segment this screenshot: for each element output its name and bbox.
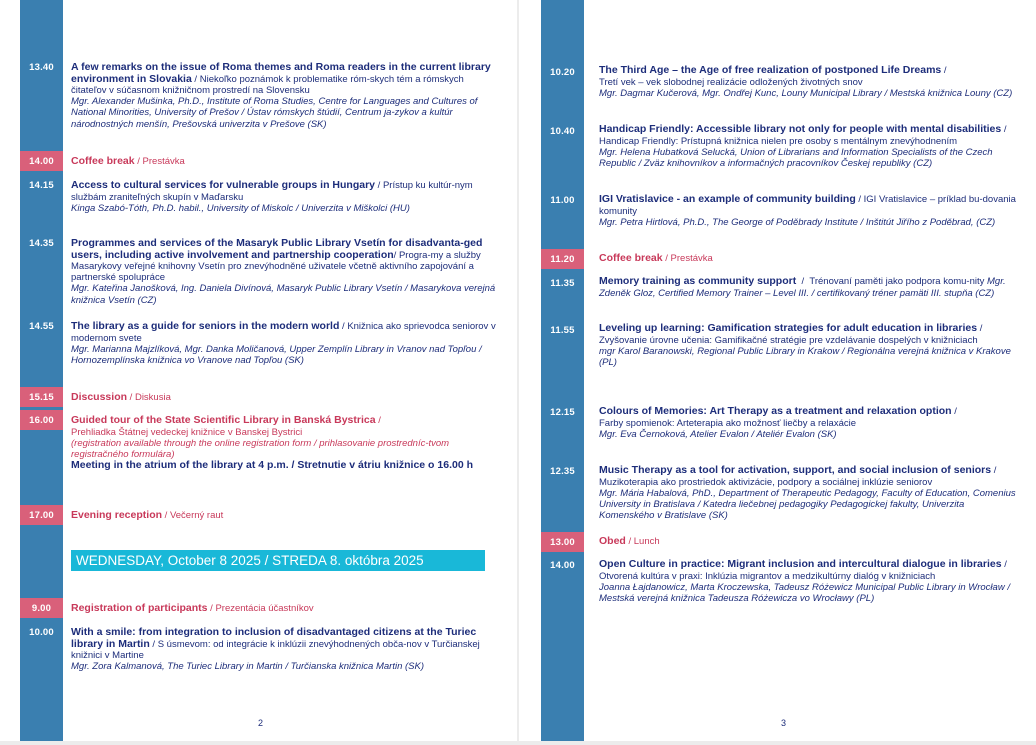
time-slot: 10.00 bbox=[29, 626, 54, 638]
program-entry: The library as a guide for seniors in the modern world / Knižnica ako sprievodca seniorov v modernom svete Mgr. Marianna Majzlíková, Mgr. Danka Moličanová, Upper Zemplín Library in Vranov nad Topľou / Hornozemplínska knižnica vo Vranove nad Topľou (SK) bbox=[71, 320, 496, 366]
program-entry: Handicap Friendly: Accessible library not only for people with mental disabilities / Handicap Friendly: Prístupná knižnica nielen pre osoby s mentálnym znevýhodnením Mgr. Helena Hubatková Selucká, Union of Librarians and Information Specialists of the Czech Republic / Zväz knihovníkov a informačných pracovníkov Českej republiky (CZ) bbox=[599, 123, 1007, 169]
entry-translation: Večerný raut bbox=[169, 510, 224, 521]
entry-speakers: Joanna Łajdanowicz, Marta Kroczewska, Tadeusz Różewicz Municipal Public Library in Wrocław / Mestská verejná knižnica Tadeusza Różewicza vo Wrocławy (PL) bbox=[599, 581, 1010, 604]
entry-translation: Prestávka bbox=[142, 156, 185, 167]
entry-title: Handicap Friendly: Accessible library not only for people with mental disabilities bbox=[599, 123, 1002, 135]
entry-title: Memory training as community support bbox=[599, 275, 797, 287]
time-slot: 10.20 bbox=[550, 66, 575, 78]
registration-note: (registration available through the online registration form / prihlasovanie prostredníc-tvom registračného formulára) bbox=[71, 437, 450, 460]
time-slot-break: 13.00 bbox=[541, 532, 584, 552]
entry-speakers: Mgr. Mária Habalová, PhD., Department of Therapeutic Pedagogy, Faculty of Education, Comenius University in Bratislava / Katedra liečebnej pedagogiky Pedagogickej fakulty, Univerzita Komenského v Bratislave (SK) bbox=[599, 487, 1016, 522]
time-slot: 14.35 bbox=[29, 237, 54, 249]
entry-title: IGI Vratislavice - an example of community building bbox=[599, 193, 856, 205]
entry-title: The Third Age – the Age of free realization of postponed Life Dreams bbox=[599, 64, 942, 76]
time-slot: 12.35 bbox=[550, 465, 575, 477]
time-slot: 11.35 bbox=[550, 277, 575, 289]
entry-title: Obed bbox=[599, 535, 626, 547]
entry-title: Coffee break bbox=[71, 155, 135, 167]
program-entry: IGI Vratislavice - an example of community building / IGI Vratislavice – príklad bu-dovania komunity Mgr. Petra Hirtlová, Ph.D., The George of Poděbrady Institute / Inštitút Jiřího z Poděbrad, (CZ) bbox=[599, 193, 1016, 228]
entry-translation: Lunch bbox=[633, 536, 660, 547]
time-slot: 14.00 bbox=[550, 559, 575, 571]
time-slot-break: 11.20 bbox=[541, 249, 584, 269]
page-left bbox=[0, 0, 517, 741]
time-slot: 11.55 bbox=[550, 324, 575, 336]
program-entry: With a smile: from integration to inclusion of disadvantaged citizens at the Turiec library in Martin / S úsmevom: od integrácie k inklúzii znevýhodnených obča-nov v Turčianskej knižnici v Martine Mgr. Zora Kalmanová, The Turiec Library in Martin / Turčianska knižnica Martin (SK) bbox=[71, 626, 480, 673]
entry-translation: Prístup ku kultúr-nym službám zraniteľných skupín v Maďarsku bbox=[71, 180, 473, 203]
entry-title: Guided tour of the State Scientific Library in Banská Bystrica bbox=[71, 414, 376, 426]
time-column bbox=[20, 0, 63, 741]
entry-title: Open Culture in practice: Migrant inclusion and intercultural dialogue in libraries bbox=[599, 558, 1002, 570]
program-entry: Colours of Memories: Art Therapy as a treatment and relaxation option / Farby spomienok: Arteterapia ako možnosť liečby a relaxácie Mgr. Eva Černoková, Atelier Evalon / Ateliér Evalon (SK) bbox=[599, 405, 957, 440]
time-slot: 11.00 bbox=[550, 194, 575, 206]
entry-title: Colours of Memories: Art Therapy as a treatment and relaxation option bbox=[599, 405, 952, 417]
entry-translation: Tretí vek – vek slobodnej realizácie odložených životných snov bbox=[599, 76, 863, 88]
entry-translation: Niekoľko poznámok k problematike róm-skych tém a rómskych čitateľov v súčasnom knižničnom prostredí na Slovensku bbox=[71, 73, 464, 96]
entry-translation: Diskusia bbox=[134, 392, 171, 403]
entry-translation: Knižnica ako sprievodca seniorov v modernom svete bbox=[71, 321, 496, 344]
day-banner: WEDNESDAY, October 8 2025 / STREDA 8. októbra 2025 bbox=[71, 550, 485, 571]
page-number: 3 bbox=[781, 718, 787, 728]
entry-title: The library as a guide for seniors in the modern world bbox=[71, 320, 340, 332]
entry-speakers: Mgr. Alexander Mušinka, Ph.D., Institute of Roma Studies, Centre for Languages and Cultures of National Minorities, University of Prešov / Ústav rómskych štúdií, Centrum ja-zykov a kultúr národnostných menšín, Prešovská univerzita v Prešove (SK) bbox=[71, 96, 478, 130]
entry-speakers: Mgr. Kateřina Janošková, Ing. Daniela Divínová, Masaryk Public Library Vsetín / Masarykova verejná knižnica Vsetín (CZ) bbox=[71, 283, 496, 306]
program-entry: Access to cultural services for vulnerable groups in Hungary / Prístup ku kultúr-nym službám zraniteľných skupín v Maďarsku Kinga Szabó-Tóth, Ph.D. habil., University of Miskolc / Univerzita v Miškolci (HU) bbox=[71, 179, 473, 214]
entry-speakers: Mgr. Helena Hubatková Selucká, Union of Librarians and Information Specialists of the Czech Republic / Zväz knihovníkov a informačných pracovníkov Českej republiky (CZ) bbox=[599, 146, 993, 169]
time-slot-break: 15.15 bbox=[20, 387, 63, 407]
program-entry-tour: Guided tour of the State Scientific Library in Banská Bystrica / Prehliadka Štátnej vedeckej knižnice v Banskej Bystrici (registration available through the online registration form / prihlasovanie prostredníc-tvom registračného formulára) Meeting in the atrium of the library at 4 p.m. / Stretnutie v átriu knižnice o 16.00 h bbox=[71, 414, 473, 472]
entry-speakers: Mgr. Petra Hirtlová, Ph.D., The George of Poděbrady Institute / Inštitút Jiřího z Poděbrad, (CZ) bbox=[599, 216, 996, 228]
page-right bbox=[519, 0, 1036, 741]
entry-translation: Prezentácia účastníkov bbox=[215, 603, 314, 614]
entry-translation: Prestávka bbox=[670, 253, 713, 264]
entry-speakers: Mgr. Dagmar Kučerová, Mgr. Ondřej Kunc, Louny Municipal Library / Mestská knižnica Louny (CZ) bbox=[599, 87, 1013, 99]
program-entry: Leveling up learning: Gamification strategies for adult education in libraries / Zvyšovanie úrovne učenia: Gamifikačné stratégie pre vzdelávanie dospelých v knižniciach mgr Karol Baranowski, Regional Public Library in Krakow / Regionálna verejná knižnica v Krakove (PL) bbox=[599, 322, 1011, 368]
entry-title: Programmes and services of the Masaryk Public Library Vsetín for disadvanta-ged users, including active involvement and partnership cooperation bbox=[71, 237, 483, 261]
program-entry: Memory training as community support / Trénovaní paměti jako podpora komu-nity Mgr. Zdeněk Gloz, Certified Memory Trainer – Level III. / certifikovaný tréner pamäti III. stupňa (CZ) bbox=[599, 275, 1006, 299]
entry-translation: Muzikoterapia ako prostriedok aktivizácie, podpory a sociálnej inklúzie seniorov bbox=[599, 476, 933, 488]
entry-title: A few remarks on the issue of Roma themes and Roma readers in the current library environment in Slovakia bbox=[71, 61, 491, 85]
page-number: 2 bbox=[258, 718, 264, 728]
time-column bbox=[541, 0, 584, 741]
time-slot: 14.55 bbox=[29, 320, 54, 332]
entry-translation: Prehliadka Štátnej vedeckej knižnice v Banskej Bystrici bbox=[71, 426, 303, 438]
meeting-note: Meeting in the atrium of the library at 4 p.m. / Stretnutie v átriu knižnice o 16.00 h bbox=[71, 459, 473, 472]
entry-title: Registration of participants bbox=[71, 602, 208, 614]
program-entry: Music Therapy as a tool for activation, support, and social inclusion of seniors / Muzikoterapia ako prostriedok aktivizácie, podpory a sociálnej inklúzie seniorov Mgr. Mária Habalová, PhD., Department of Therapeutic Pedagogy, Faculty of Education, Comenius University in Bratislava / Katedra liečebnej pedagogiky Pedagogickej fakulty, Univerzita Komenského v Bratislave (SK) bbox=[599, 464, 1016, 522]
entry-title: With a smile: from integration to inclusion of disadvantaged citizens at the Turiec library in Martin bbox=[71, 626, 477, 650]
program-entry: Programmes and services of the Masaryk Public Library Vsetín for disadvanta-ged users, including active involvement and partnership cooperation/ Progra-my a služby Masarykovy veřejné knihovny Vsetín pro znevýhodněné uživatele včetně aktivního zapojování a partnerské spolupráce Mgr. Kateřina Janošková, Ing. Daniela Divínová, Masaryk Public Library Vsetín / Masarykova verejná knižnica Vsetín (CZ) bbox=[71, 237, 496, 306]
time-slot: 13.40 bbox=[29, 61, 54, 73]
entry-translation: Handicap Friendly: Prístupná knižnica nielen pre osoby s mentálnym znevýhodnením bbox=[599, 135, 958, 147]
entry-translation: Zvyšovanie úrovne učenia: Gamifikačné stratégie pre vzdelávanie dospelých v knižniciach bbox=[599, 334, 978, 346]
program-entry: A few remarks on the issue of Roma themes and Roma readers in the current library environment in Slovakia / Niekoľko poznámok k problematike róm-skych tém a rómskych čitateľov v súčasnom knižničnom prostredí na Slovensku Mgr. Alexander Mušinka, Ph.D., Institute of Roma Studies, Centre for Languages and Cultures of National Minorities, University of Prešov / Ústav rómskych štúdií, Centrum ja-zykov a kultúr národnostných menšín, Prešovská univerzita v Prešove (SK) bbox=[71, 61, 491, 130]
entry-translation: S úsmevom: od integrácie k inklúzii znevýhodnených obča-nov v Turčianskej knižnici v Martine bbox=[71, 638, 480, 661]
time-slot-break: 14.00 bbox=[20, 151, 63, 171]
program-entry-break: Obed / Lunch bbox=[599, 535, 660, 547]
program-entry-break: Evening reception / Večerný raut bbox=[71, 509, 224, 521]
entry-speakers: Mgr. Marianna Majzlíková, Mgr. Danka Moličanová, Upper Zemplín Library in Vranov nad Topľou / Hornozemplínska knižnica vo Vranove nad Topľou (SK) bbox=[71, 343, 482, 366]
entry-speakers: mgr Karol Baranowski, Regional Public Library in Krakow / Regionálna verejná knižnica v Krakove (PL) bbox=[599, 345, 1011, 368]
program-entry-break: Coffee break / Prestávka bbox=[599, 252, 713, 264]
time-slot: 14.15 bbox=[29, 179, 54, 191]
time-slot-break: 16.00 bbox=[20, 410, 63, 430]
time-slot-break: 17.00 bbox=[20, 505, 63, 525]
entry-translation: Trénovaní paměti jako podpora komu-nity bbox=[809, 276, 985, 287]
entry-title: Discussion bbox=[71, 391, 128, 403]
entry-translation: IGI Vratislavice – príklad bu-dovania komunity bbox=[599, 194, 1016, 217]
entry-translation: Progra-my a služby Masarykovy veřejné knihovny Vsetín pro znevýhodněné uživatele včetně aktivního zapojování a partnerské spolupráce bbox=[71, 249, 481, 284]
time-slot-break: 9.00 bbox=[20, 598, 63, 618]
entry-speakers: Mgr. Zora Kalmanová, The Turiec Library in Martin / Turčianska knižnica Martin (SK) bbox=[71, 661, 425, 673]
entry-title: Evening reception bbox=[71, 509, 163, 521]
entry-title: Coffee break bbox=[599, 252, 663, 264]
entry-translation: Farby spomienok: Arteterapia ako možnosť liečby a relaxácie bbox=[599, 417, 857, 429]
entry-title: Leveling up learning: Gamification strategies for adult education in libraries bbox=[599, 322, 978, 334]
program-entry: Open Culture in practice: Migrant inclusion and intercultural dialogue in libraries / Otvorená kultúra v praxi: Inklúzia migrantov a medzikultúrny dialóg v knižniciach Joanna Łajdanowicz, Marta Kroczewska, Tadeusz Różewicz Municipal Public Library in Wrocław / Mestská verejná knižnica Tadeusza Różewicza vo Wrocławy (PL) bbox=[599, 558, 1010, 604]
program-entry: The Third Age – the Age of free realization of postponed Life Dreams / Tretí vek – vek slobodnej realizácie odložených životných snov Mgr. Dagmar Kučerová, Mgr. Ondřej Kunc, Louny Municipal Library / Mestská knižnica Louny (CZ) bbox=[599, 64, 1013, 99]
entry-title: Access to cultural services for vulnerable groups in Hungary bbox=[71, 179, 376, 191]
entry-speakers: Kinga Szabó-Tóth, Ph.D. habil., University of Miskolc / Univerzita v Miškolci (HU) bbox=[71, 202, 410, 214]
time-slot: 12.15 bbox=[550, 406, 575, 418]
program-entry-break: Registration of participants / Prezentácia účastníkov bbox=[71, 602, 314, 614]
entry-speakers: Mgr. Eva Černoková, Atelier Evalon / Ateliér Evalon (SK) bbox=[599, 428, 837, 440]
program-entry-break: Coffee break / Prestávka bbox=[71, 155, 185, 167]
program-entry-break: Discussion / Diskusia bbox=[71, 391, 171, 403]
entry-title: Music Therapy as a tool for activation, support, and social inclusion of seniors bbox=[599, 464, 992, 476]
entry-speakers: Mgr. Zdeněk Gloz, Certified Memory Trainer – Level III. / certifikovaný tréner pamäti III. stupňa (CZ) bbox=[599, 276, 1006, 299]
time-slot: 10.40 bbox=[550, 125, 575, 137]
entry-translation: Otvorená kultúra v praxi: Inklúzia migrantov a medzikultúrny dialóg v knižniciach bbox=[599, 570, 936, 582]
